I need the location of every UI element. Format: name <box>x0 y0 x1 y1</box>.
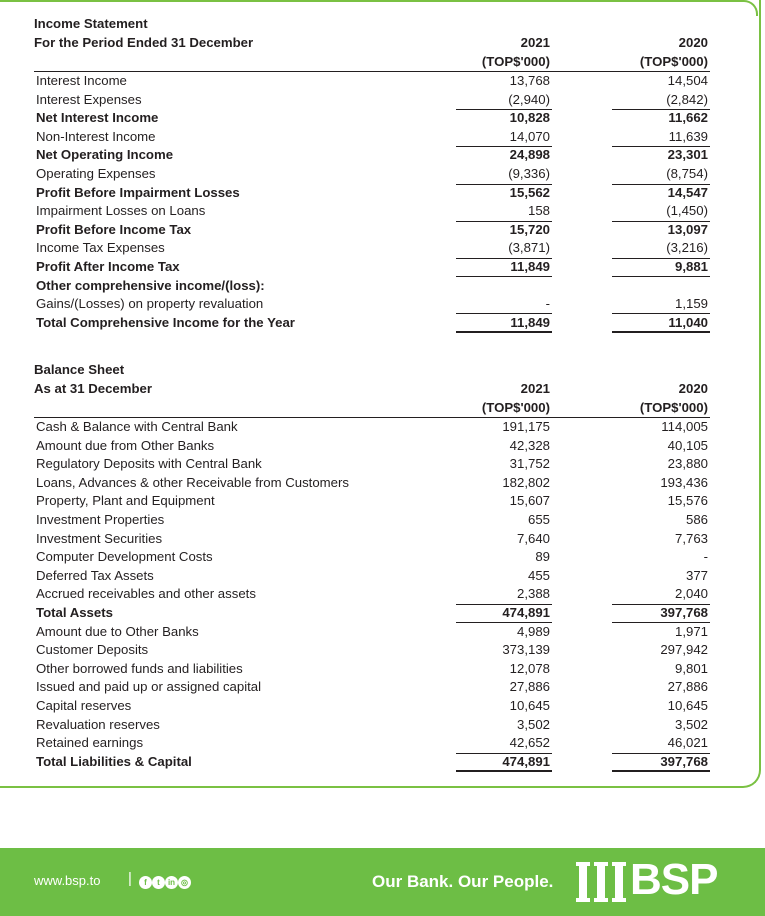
linkedin-icon[interactable]: in <box>165 876 178 889</box>
balance_sheet-row-value-2020: 297,942 <box>660 642 708 658</box>
income_statement-row <box>34 221 710 240</box>
income_statement-row-value-2020: 23,301 <box>610 146 708 165</box>
balance_sheet-row-label: Deferred Tax Assets <box>36 567 154 583</box>
income_statement-row-value-2021: 15,720 <box>454 221 550 240</box>
balance_sheet-row-label: Cash & Balance with Central Bank <box>36 419 238 434</box>
balance_sheet-row <box>34 641 710 660</box>
income_statement-row-value-2020: 11,040 <box>610 314 708 333</box>
balance-col-2021-unit: (TOP$'000) <box>481 400 550 415</box>
income_statement-row-value-2020: (2,842) <box>666 91 708 107</box>
balance_sheet-row-value-2020: 2,040 <box>674 586 708 602</box>
balance_sheet-row-label: Amount due to Other Banks <box>36 623 199 639</box>
income_statement-row-value-2020: 11,662 <box>610 109 708 128</box>
balance_sheet-row-label: Computer Development Costs <box>36 549 213 565</box>
balance_sheet-row <box>34 697 710 716</box>
balance_sheet-row <box>34 492 710 511</box>
income_statement-row <box>34 72 710 91</box>
balance_sheet-row <box>34 474 710 493</box>
income_statement-row-value-2020: (8,754) <box>666 165 708 181</box>
balance_sheet-row-value-2021: 42,652 <box>509 735 550 751</box>
income_statement-row-value-2020: 13,097 <box>610 221 708 240</box>
balance_sheet-row-label: Regulatory Deposits with Central Bank <box>36 456 262 472</box>
balance_sheet-row <box>34 455 710 474</box>
income_statement-row-value-2021: 158 <box>527 203 550 219</box>
income_statement-row-value-2020: 9,881 <box>610 258 708 277</box>
balance_sheet-row-value-2020: 15,576 <box>667 493 708 509</box>
balance_sheet-row-value-2020: 10,645 <box>667 697 708 713</box>
income_statement-row-value-2020: 14,547 <box>610 184 708 203</box>
income_statement-row <box>34 277 710 296</box>
income_statement-row-label: Gains/(Losses) on property revaluation <box>36 296 264 312</box>
balance_sheet-row <box>34 604 710 623</box>
income_statement-row-value-2021: - <box>454 295 550 314</box>
income_statement-row-value-2021: 14,070 <box>509 128 550 144</box>
balance_sheet-row-label: Customer Deposits <box>36 642 149 658</box>
balance-col-2020-unit: (TOP$'000) <box>639 400 708 415</box>
social-icons <box>139 872 191 888</box>
instagram-icon[interactable]: ◎ <box>178 876 191 889</box>
income_statement-row-label: Interest Income <box>36 73 127 88</box>
balance_sheet-row <box>34 511 710 530</box>
income_statement-row-label: Net Interest Income <box>36 110 159 126</box>
balance_sheet-row-label: Capital reserves <box>36 697 132 713</box>
income_statement-row-label: Operating Expenses <box>36 165 156 181</box>
footer-tagline: Our Bank. Our People. <box>372 872 554 891</box>
balance_sheet-row <box>34 585 710 604</box>
balance_sheet-row <box>34 418 710 437</box>
content-panel-top-border <box>0 0 758 16</box>
balance_sheet-row-value-2020: 7,763 <box>674 530 708 546</box>
balance-col-2021-year: 2021 <box>520 381 550 396</box>
balance_sheet-row-value-2020: 9,801 <box>674 660 708 676</box>
income_statement-row-value-2021: 13,768 <box>509 73 550 88</box>
balance_sheet-row-value-2020: 397,768 <box>610 753 708 772</box>
income-statement-title: Income Statement <box>34 16 148 31</box>
balance_sheet-row-value-2021: 12,078 <box>509 660 550 676</box>
balance_sheet-row-value-2020: 377 <box>685 567 708 583</box>
balance_sheet-row-value-2020: 27,886 <box>667 679 708 695</box>
balance_sheet-row <box>34 716 710 735</box>
income_statement-row-value-2021: 10,828 <box>454 109 550 128</box>
balance-col-2020-year: 2020 <box>678 381 708 396</box>
income_statement-row <box>34 128 710 147</box>
balance_sheet-row-value-2020: 1,971 <box>674 623 708 639</box>
income-statement-table <box>34 71 710 332</box>
income_statement-row <box>34 314 710 333</box>
income-col-2020-unit: (TOP$'000) <box>639 54 708 69</box>
balance_sheet-row-value-2021: 455 <box>527 567 550 583</box>
balance_sheet-row-value-2021: 191,175 <box>502 419 550 434</box>
balance_sheet-row-label: Retained earnings <box>36 735 144 751</box>
balance-sheet-table <box>34 417 710 771</box>
balance_sheet-row-value-2021: 10,645 <box>509 697 550 713</box>
balance_sheet-row-value-2020: 3,502 <box>674 716 708 732</box>
balance_sheet-row-value-2021: 7,640 <box>516 530 550 546</box>
income_statement-row-label: Impairment Losses on Loans <box>36 203 206 219</box>
balance_sheet-row-value-2021: 4,989 <box>516 623 550 639</box>
balance_sheet-row-label: Total Liabilities & Capital <box>36 753 192 769</box>
balance_sheet-row-value-2021: 655 <box>527 511 550 527</box>
income_statement-row-value-2020: 1,159 <box>610 295 708 314</box>
balance_sheet-row-value-2020: 46,021 <box>667 735 708 751</box>
income-col-2021-year: 2021 <box>520 35 550 50</box>
balance_sheet-row-label: Loans, Advances & other Receivable from Customers <box>36 474 349 490</box>
income_statement-row <box>34 146 710 165</box>
balance_sheet-row-value-2021: 2,388 <box>516 586 550 602</box>
twitter-icon[interactable]: t <box>152 876 165 889</box>
balance_sheet-row-value-2020: 586 <box>685 511 708 527</box>
balance_sheet-row-label: Property, Plant and Equipment <box>36 493 215 509</box>
income_statement-row <box>34 165 710 184</box>
balance_sheet-row <box>34 567 710 586</box>
income_statement-row-value-2020: (1,450) <box>666 203 708 219</box>
balance_sheet-row-value-2020: 23,880 <box>667 456 708 472</box>
balance_sheet-row <box>34 734 710 753</box>
income_statement-row-label: Other comprehensive income/(loss): <box>36 277 265 293</box>
income_statement-row-value-2021: 24,898 <box>454 146 550 165</box>
balance_sheet-row-label: Investment Properties <box>36 511 165 527</box>
income_statement-row-value-2021: 15,562 <box>454 184 550 203</box>
income_statement-row-value-2020: 11,639 <box>668 128 708 144</box>
income_statement-row-value-2021: 11,849 <box>454 258 550 277</box>
income-col-2020-year: 2020 <box>678 35 708 50</box>
balance_sheet-row-label: Issued and paid up or assigned capital <box>36 679 262 695</box>
balance_sheet-row <box>34 548 710 567</box>
bsp-logo-text: BSP <box>630 855 718 904</box>
balance_sheet-row-value-2021: 89 <box>535 549 550 565</box>
balance_sheet-row <box>34 437 710 456</box>
facebook-icon[interactable]: f <box>139 876 152 889</box>
income_statement-row <box>34 109 710 128</box>
balance_sheet-row-value-2020: - <box>703 549 708 565</box>
balance_sheet-row-value-2021: 474,891 <box>454 604 550 623</box>
balance_sheet-row-label: Revaluation reserves <box>36 716 160 732</box>
balance_sheet-row <box>34 660 710 679</box>
income_statement-row-value-2021: (9,336) <box>508 165 550 181</box>
income-statement-subtitle: For the Period Ended 31 December <box>34 35 254 50</box>
balance_sheet-row-value-2021: 3,502 <box>516 716 550 732</box>
website-link[interactable]: www.bsp.to <box>34 873 101 888</box>
footer-bar <box>0 848 765 916</box>
balance_sheet-row-label: Total Assets <box>36 604 113 620</box>
balance-sheet-title: Balance Sheet <box>34 362 125 377</box>
income_statement-row-label: Total Comprehensive Income for the Year <box>36 314 295 330</box>
footer-separator: | <box>128 870 132 887</box>
balance_sheet-row-value-2021: 15,607 <box>509 493 550 509</box>
balance_sheet-row <box>34 623 710 642</box>
income_statement-row-label: Net Operating Income <box>36 147 174 163</box>
income_statement-row-value-2021: 11,849 <box>454 314 550 333</box>
income_statement-row-label: Non-Interest Income <box>36 128 156 144</box>
balance-sheet-subtitle: As at 31 December <box>34 381 153 396</box>
balance_sheet-row-value-2021: 42,328 <box>509 437 550 453</box>
balance_sheet-row-value-2021: 373,139 <box>502 642 550 658</box>
balance_sheet-row-label: Investment Securities <box>36 530 163 546</box>
balance_sheet-row <box>34 753 710 772</box>
income_statement-row-label: Profit Before Impairment Losses <box>36 184 240 200</box>
balance_sheet-row-value-2020: 397,768 <box>610 604 708 623</box>
income_statement-row-value-2020: 14,504 <box>667 73 708 88</box>
balance_sheet-row-label: Amount due from Other Banks <box>36 437 215 453</box>
balance_sheet-row-value-2021: 31,752 <box>509 456 550 472</box>
balance_sheet-row-value-2020: 193,436 <box>660 474 708 490</box>
balance_sheet-row-value-2021: 27,886 <box>509 679 550 695</box>
income_statement-row-label: Income Tax Expenses <box>36 240 165 256</box>
balance_sheet-row <box>34 678 710 697</box>
income-col-2021-unit: (TOP$'000) <box>481 54 550 69</box>
income_statement-row <box>34 239 710 258</box>
income_statement-row <box>34 91 710 110</box>
income_statement-row-value-2021: (3,871) <box>508 240 550 256</box>
balance_sheet-row-label: Other borrowed funds and liabilities <box>36 660 243 676</box>
income_statement-row <box>34 202 710 221</box>
income_statement-row-value-2020: (3,216) <box>666 240 708 256</box>
income_statement-row <box>34 258 710 277</box>
income_statement-row <box>34 184 710 203</box>
income_statement-row-value-2021: (2,940) <box>508 91 550 107</box>
balance_sheet-row <box>34 530 710 549</box>
bsp-logo-icon <box>575 860 627 904</box>
income_statement-row-label: Profit After Income Tax <box>36 258 180 274</box>
balance_sheet-row-value-2020: 40,105 <box>667 437 708 453</box>
balance_sheet-row-value-2021: 182,802 <box>502 474 550 490</box>
balance_sheet-row-label: Accrued receivables and other assets <box>36 586 256 602</box>
income_statement-row <box>34 295 710 314</box>
balance_sheet-row-value-2021: 474,891 <box>454 753 550 772</box>
income_statement-row-label: Profit Before Income Tax <box>36 221 192 237</box>
income_statement-row-label: Interest Expenses <box>36 91 142 107</box>
balance_sheet-row-value-2020: 114,005 <box>661 419 708 434</box>
